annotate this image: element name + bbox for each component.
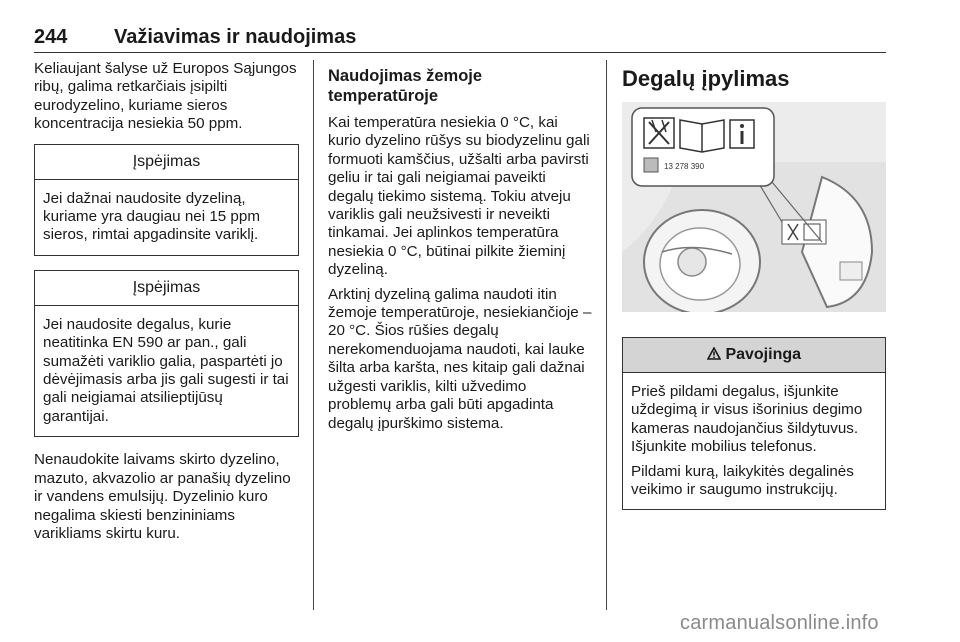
danger-box <box>622 337 886 510</box>
warning-title: Įspėjimas <box>35 145 298 180</box>
column-right <box>622 60 886 524</box>
warning-box <box>34 144 299 256</box>
column-divider <box>606 60 607 610</box>
danger-header <box>623 338 885 373</box>
outro-paragraph: Nenaudokite laivams skirto dyzelino, mazuto, akvazolio ar panašių dyzelino ir vandens emulsijų. Dyzelinio kuro negalima skiesti benzininiams varikliams skirtu kuru. <box>34 451 291 542</box>
column-left <box>34 60 299 549</box>
warning-triangle-icon <box>707 347 721 360</box>
intro-paragraph: Keliaujant šalyse už Europos Sąjungos ribų, galima retkarčiais įsipilti eurodyzelino, kuriame sieros koncentracija nesiekia 50 ppm. <box>34 60 297 133</box>
section-heading: Naudojimas žemoje temperatūroje <box>328 67 483 105</box>
body-paragraph: Kai temperatūra nesiekia 0 °C, kai kurio dyzelino rūšys su biodyzelinu gali formuoti kamščius, užšalti arba pavirsti geliu ir tai gali neigiamai paveikti degalų tiekimo sistemą. Tokiu atveju variklis gali neužsivesti ir neveikti tinkamai. Jei aplinkos temperatūra nesiekia 0 °C, būtinai pilkite žieminį dyzeliną. <box>328 114 590 279</box>
danger-text: Prieš pildami degalus, išjunkite uždegimą ir visus išorinius degimo kameras naudojančius šildytuvus. Išjunkite mobilius telefonus. <box>631 383 863 456</box>
warning-text: Jei naudosite degalus, kurie neatitinka EN 590 ar pan., gali sumažėti variklio galia, paspartėti jo dėvėjimasis arba jis gali sugesti ir tai gali neigiamai atsilieptijūsų garantijai. <box>43 315 289 425</box>
page-title: Važiavimas ir naudojimas <box>114 26 357 48</box>
watermark: carmanualsonline.info <box>680 612 879 634</box>
column-middle <box>328 60 593 439</box>
danger-text: Pildami kurą, laikykitės degalinės veikimo ir saugumo instrukcijų. <box>631 462 854 499</box>
warning-title: Įspėjimas <box>35 271 298 306</box>
page-header <box>34 24 886 53</box>
column-divider <box>313 60 314 610</box>
warning-text: Jei dažnai naudosite dyzeliną, kuriame yra daugiau nei 15 ppm sieros, rimtai apgadinsite variklį. <box>43 189 260 244</box>
label-part-number: 13 278 390 <box>664 162 705 171</box>
section-heading: Degalų įpylimas <box>622 66 790 91</box>
danger-title: Pavojinga <box>725 346 802 363</box>
page-number: 244 <box>34 26 68 48</box>
warning-box <box>34 270 299 437</box>
body-paragraph: Arktinį dyzeliną galima naudoti itin žemoje temperatūroje, nesiekiančioje –20 °C. Šios rūšies degalų nerekomenduojama naudoti, kai lauke šilta arba karšta, nes kitaip gali dažnai užgesti variklis, kilti užvedimo problemų arba gali būti apgadinta degalų įpurškimo sistema. <box>328 285 592 432</box>
fuel-flap-illustration <box>622 102 886 312</box>
